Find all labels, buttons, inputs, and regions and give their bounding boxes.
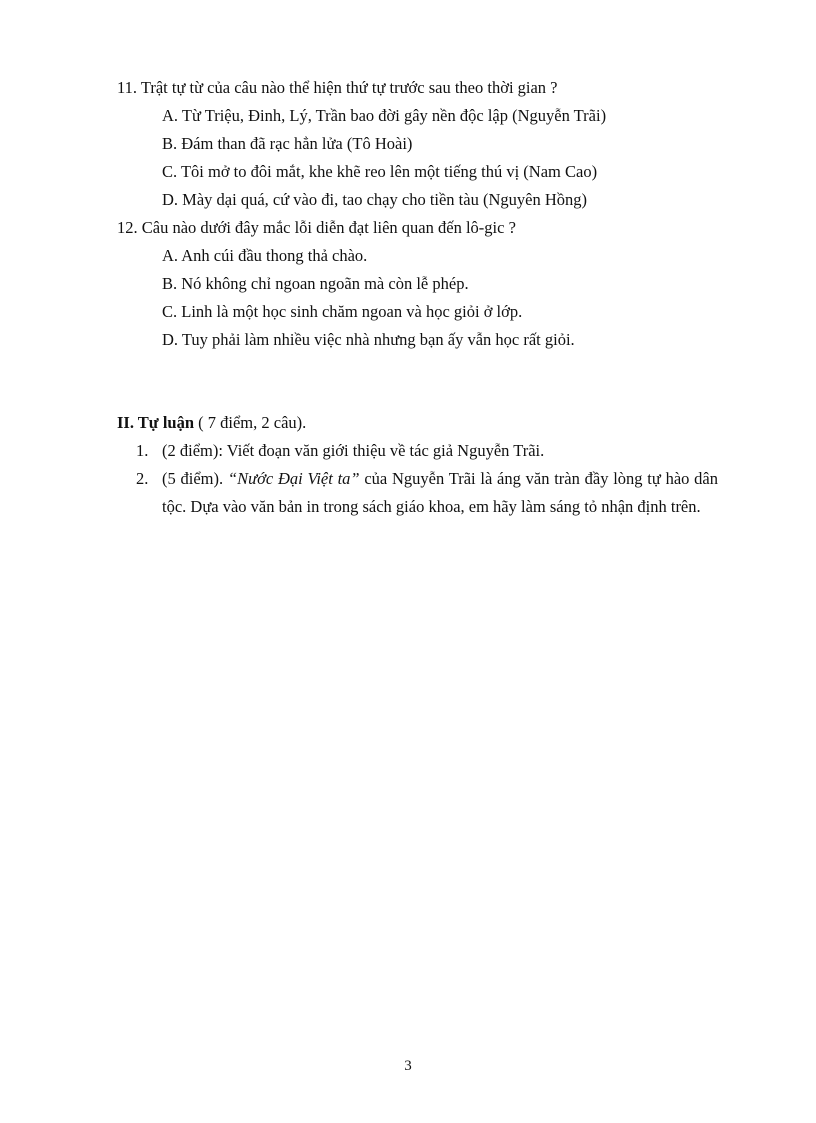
question-11: 11. Trật tự từ của câu nào thể hiện thứ tự trước sau theo thời gian ? (117, 78, 558, 97)
essay-item-2-prefix: (5 điểm). (162, 469, 228, 488)
essay-item-1-text: (2 điểm): Viết đoạn văn giới thiệu về tác giả Nguyễn Trãi. (162, 441, 545, 460)
essay-item-2-number: 2. (136, 469, 149, 488)
essay-item-2-text (162, 465, 718, 521)
question-11-option-a: A. Từ Triệu, Đinh, Lý, Trần bao đời gây nền độc lập (Nguyễn Trãi) (162, 106, 607, 125)
question-12: 12. Câu nào dưới đây mắc lỗi diễn đạt liên quan đến lô-gic ? (117, 218, 516, 237)
essay-item-2-title: “Nước Đại Việt ta” (227, 469, 360, 488)
question-12-option-d: D. Tuy phải làm nhiều việc nhà nhưng bạn ấy vẫn học rất giỏi. (162, 330, 575, 349)
essay-section-heading (117, 413, 306, 433)
question-11-option-d: D. Mày dại quá, cứ vào đi, tao chạy cho tiền tàu (Nguyên Hồng) (162, 190, 587, 209)
question-11-option-c: C. Tôi mở to đôi mắt, khe khẽ reo lên một tiếng thú vị (Nam Cao) (162, 162, 598, 181)
page-number: 3 (404, 1058, 412, 1074)
essay-heading-rest: ( 7 điểm, 2 câu). (194, 413, 307, 432)
question-12-option-a: A. Anh cúi đầu thong thả chào. (162, 246, 368, 265)
essay-item-2-body: của Nguyễn Trãi là áng văn tràn đầy lòng tự hào dân tộc. Dựa vào văn bản in trong sách giáo khoa, em hãy làm sáng tỏ nhận định trên. (162, 469, 719, 516)
question-11-option-b: B. Đám than đã rạc hẳn lửa (Tô Hoài) (162, 134, 413, 153)
question-12-option-c: C. Linh là một học sinh chăm ngoan và học giỏi ở lớp. (162, 302, 523, 321)
question-12-option-b: B. Nó không chỉ ngoan ngoãn mà còn lễ phép. (162, 274, 469, 293)
essay-item-1-number: 1. (136, 441, 149, 460)
essay-heading-bold: II. Tự luận (117, 413, 195, 432)
